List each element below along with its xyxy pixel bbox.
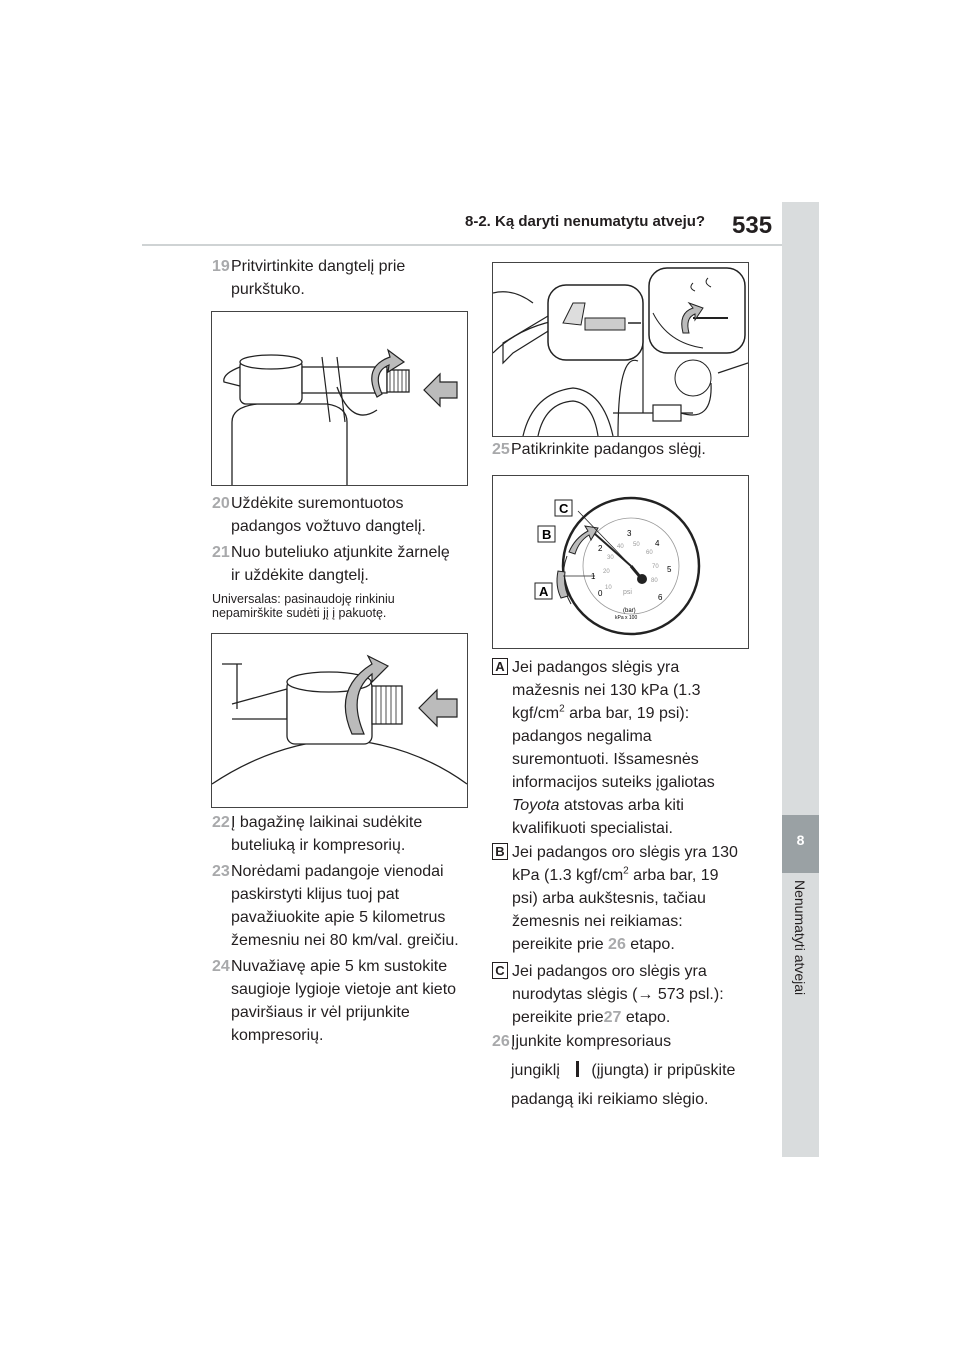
item-b-line — [512, 933, 762, 956]
item-a-line: kvalifikuoti specialistai. — [512, 820, 673, 837]
gauge-label-a: A — [539, 584, 549, 599]
gauge-psi-80: 80 — [651, 578, 658, 584]
item-a-line: padangos negalima — [512, 728, 652, 745]
label-b: B — [492, 843, 508, 860]
item-a-line: informacijos suteiks įgaliotas — [512, 774, 715, 791]
figure-valve-cap — [211, 633, 468, 808]
text: kgf/cm — [512, 705, 560, 722]
step-text: Į bagažinę laikinai sudėkite buteliuką ir kompresorių. — [231, 814, 423, 854]
figure-cap-nozzle — [211, 311, 468, 486]
step-text: Patikrinkite padangos slėgį. — [511, 441, 706, 458]
header-divider — [142, 244, 782, 246]
step-text: jungiklį — [511, 1062, 560, 1079]
gauge-bar-5: 5 — [667, 565, 672, 574]
step-text: Įjunkite kompresoriaus — [511, 1033, 672, 1050]
label-c: C — [492, 962, 508, 979]
item-a — [492, 656, 762, 840]
gauge-psi-20: 20 — [603, 569, 610, 575]
chapter-title-text: Nenumatyti atvejai — [792, 880, 808, 996]
gauge-bar-2: 2 — [598, 544, 603, 553]
item-c-line — [512, 1006, 762, 1029]
step-ref-26[interactable]: 26 — [608, 936, 626, 953]
item-b-line: Jei padangos oro slėgis yra 130 — [512, 844, 738, 861]
item-a-line: suremontuoti. Išsamesnės — [512, 751, 699, 768]
gauge-bar-1: 1 — [591, 572, 596, 581]
step-text: Uždėkite suremontuotos padangos vožtuvo dangtelį. — [231, 495, 426, 535]
item-a-line — [512, 794, 762, 817]
gauge-bar-4: 4 — [655, 539, 660, 548]
pressure-gauge-illustration — [493, 476, 748, 648]
gauge-psi-10: 10 — [605, 585, 612, 591]
gauge-unit-bar: (bar) — [623, 608, 636, 614]
gauge-psi-60: 60 — [646, 550, 653, 556]
gauge-psi-70: 70 — [652, 564, 659, 570]
gauge-bar-3: 3 — [627, 529, 632, 538]
switch-on-icon — [576, 1061, 579, 1077]
note-text: Universalas: pasinaudoję rinkiniu nepamirškite sudėti jį į pakuotę. — [212, 592, 395, 620]
figure-compressor-connect — [492, 262, 749, 437]
step-24 — [212, 955, 467, 1047]
page-number: 535 — [732, 212, 773, 239]
text: nurodytas slėgis ( — [512, 986, 638, 1003]
text: pereikite prie — [512, 936, 609, 953]
step-number: 22 — [212, 814, 230, 831]
text: arba bar, 19 psi): — [564, 705, 690, 722]
valve-cap-illustration — [212, 634, 467, 807]
text: etapo. — [625, 936, 675, 953]
step-23 — [212, 860, 467, 952]
step-text: Norėdami padangoje vienodai paskirstyti klijus tuoj pat pavažiuokite apie 5 kilometrus žemesniu nei 80 km/val. greičiu. — [231, 863, 459, 949]
gauge-psi-30: 30 — [607, 555, 614, 561]
step-26 — [492, 1030, 762, 1111]
step-20 — [212, 492, 462, 538]
brand-name: Toyota — [512, 797, 560, 814]
gauge-unit-psi: psi — [623, 589, 632, 596]
chapter-title — [778, 880, 823, 1050]
text: atstovas arba kiti — [559, 797, 684, 814]
step-number: 23 — [212, 863, 230, 880]
text: arba bar, 19 — [628, 867, 719, 884]
gauge-psi-50: 50 — [633, 542, 640, 548]
step-text: Nuo buteliuko atjunkite žarnelę ir uždėkite dangtelį. — [231, 544, 450, 584]
item-c-line — [512, 983, 762, 1006]
step-number: 24 — [212, 958, 230, 975]
item-b-line — [512, 864, 762, 887]
figure-pressure-gauge — [492, 475, 749, 649]
section-title: 8-2. Ką daryti nenumatytu atveju? — [465, 213, 706, 230]
gauge-label-b: B — [542, 527, 552, 542]
item-a-line: mažesnis nei 130 kPa (1.3 — [512, 682, 701, 699]
item-b-line: žemesnis nei reikiamas: — [512, 913, 683, 930]
compressor-illustration — [493, 263, 748, 436]
step-text: (įjungta) ir pripūskite — [591, 1062, 736, 1079]
gauge-bar-0: 0 — [598, 589, 603, 598]
superscript: 2 — [623, 865, 629, 877]
step-text: Nuvažiavę apie 5 km sustokite saugioje lygioje vietoje ant kieto paviršiaus ir vėl prijunkite kompresorių. — [231, 958, 457, 1044]
step-text: padangą iki reikiamo slėgio. — [511, 1091, 709, 1108]
item-b-line: psi) arba aukštesnis, tačiau — [512, 890, 706, 907]
text: etapo. — [621, 1009, 671, 1026]
cap-nozzle-illustration — [212, 312, 467, 485]
gauge-label-c: C — [559, 501, 569, 516]
item-b — [492, 841, 762, 956]
text: kPa (1.3 kgf/cm — [512, 867, 624, 884]
step-number: 19 — [212, 258, 230, 275]
step-19 — [212, 255, 462, 301]
label-a: A — [492, 658, 508, 675]
item-c — [492, 960, 762, 1029]
step-25 — [492, 438, 747, 461]
gauge-psi-40: 40 — [617, 544, 624, 550]
superscript: 2 — [559, 703, 565, 715]
step-22 — [212, 811, 467, 857]
step-number: 26 — [492, 1033, 510, 1050]
step-text: Pritvirtinkite dangtelį prie purkštuko. — [231, 258, 406, 298]
arrow-icon: → — [637, 986, 654, 1003]
step-ref-27[interactable]: 27 — [603, 1009, 622, 1026]
step-number: 21 — [212, 544, 230, 561]
step-number: 25 — [492, 441, 510, 458]
item-a-line: Jei padangos slėgis yra — [512, 659, 680, 676]
text: pereikite prie — [512, 1009, 604, 1026]
item-c-line: Jei padangos oro slėgis yra — [512, 963, 707, 980]
item-a-line — [512, 702, 762, 725]
step-21 — [212, 541, 462, 587]
gauge-bar-6: 6 — [658, 593, 663, 602]
gauge-unit-kpa: kPa x 100 — [615, 615, 638, 621]
page-ref-link[interactable]: 573 psl.): — [653, 986, 724, 1003]
step-number: 20 — [212, 495, 230, 512]
chapter-number: 8 — [796, 832, 805, 848]
